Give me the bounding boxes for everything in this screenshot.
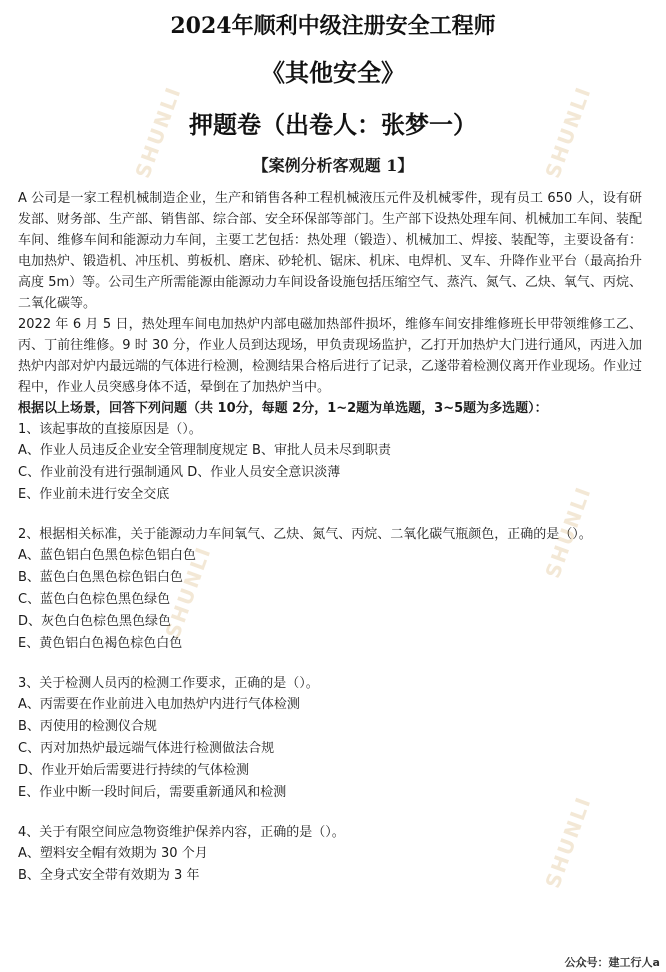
- document-subtitle: 《其他安全》: [261, 58, 405, 87]
- document-body: [0, 188, 666, 887]
- question-option: A、塑料安全帽有效期为 30 个月: [18, 846, 208, 861]
- question-option: B、丙使用的检测仪合规: [18, 719, 157, 734]
- question-3: [18, 673, 642, 804]
- question-option: D、灰色白色棕色黑色绿色: [18, 614, 172, 629]
- question-option: B、蓝色白色黑色棕色铝白色: [18, 570, 183, 585]
- question-stem: 4、关于有限空间应急物资维护保养内容，正确的是（）。: [18, 825, 345, 840]
- question-stem: 3、关于检测人员丙的检测工作要求，正确的是（）。: [18, 676, 319, 691]
- question-stem: 1、该起事故的直接原因是（）。: [18, 422, 202, 437]
- watermark: SHUNLI: [130, 82, 186, 182]
- watermark: SHUNLI: [540, 82, 596, 182]
- watermark: SHUNLI: [540, 792, 596, 892]
- question-1: [18, 419, 642, 506]
- question-2: [18, 524, 642, 655]
- question-option: A、蓝色铝白色黑色棕色铝白色: [18, 548, 196, 563]
- footer-credit: 公众号：建工行人a: [564, 956, 660, 969]
- question-option: C、作业前没有进行强制通风 D、作业人员安全意识淡薄: [18, 465, 341, 480]
- document-author-line: 押题卷（出卷人：张梦一）: [189, 110, 477, 139]
- document-title: 2024年顺利中级注册安全工程师: [170, 13, 496, 39]
- watermark: SHUNLI: [540, 482, 596, 582]
- question-option: D、作业开始后需要进行持续的气体检测: [18, 763, 250, 778]
- case-paragraph: A 公司是一家工程机械制造企业，生产和销售各种工程机械液压元件及机械零件，现有员工 650 人，设有研发部、财务部、生产部、销售部、综合部、安全环保部等部门。生产部下设热处理车间、机械加工车间、装配车间、维修车间和能源动力车间，主要工艺包括：热处理（锻造）、机械加工、焊接、装配等，主要设备有：电加热炉、锻造机、冲压机、剪板机、磨床、砂轮机、锯床、机床、电焊机、叉车、升降作业平台（最高抬升高度 5m）等。公司生产所需能源由能源动力车间设备设施包括压缩空气、蒸汽、氮气、乙炔、氧气、丙烷、二氧化碳等。: [18, 191, 643, 311]
- section-title: 【案例分析客观题 1】: [252, 156, 414, 175]
- question-option: B、全身式安全带有效期为 3 年: [18, 868, 200, 883]
- case-paragraph: 2022 年 6 月 5 日，热处理车间电加热炉内部电磁加热部件损坏，维修车间安排维修班长甲带领维修工乙、丙、丁前往维修。9 时 30 分，作业人员到达现场，甲负责现场监护，乙打开加热炉大门进行通风，丙进入加热炉内部对炉内最远端的气体进行检测，检测结果合格后进行了记录，乙遂带着检测仪离开作业现场。作业过程中，作业人员突感身体不适，晕倒在了加热炉当中。: [18, 317, 643, 395]
- question-option: A、丙需要在作业前进入电加热炉内进行气体检测: [18, 697, 300, 712]
- question-option: E、作业前未进行安全交底: [18, 487, 170, 502]
- watermark: SHUNLI: [160, 542, 216, 642]
- question-option: E、作业中断一段时间后，需要重新通风和检测: [18, 785, 287, 800]
- question-stem: 2、根据相关标准，关于能源动力车间氧气、乙炔、氮气、丙烷、二氧化碳气瓶颜色，正确的是（）。: [18, 527, 592, 542]
- question-option: E、黄色铝白色褐色棕色白色: [18, 636, 183, 651]
- question-4: [18, 822, 642, 887]
- question-instruction: 根据以上场景，回答下列问题（共 10分，每题 2分，1~2题为单选题，3~5题为多选题）：: [18, 401, 548, 416]
- question-option: C、蓝色白色棕色黑色绿色: [18, 592, 171, 607]
- question-option: C、丙对加热炉最远端气体进行检测做法合规: [18, 741, 275, 756]
- question-option: A、作业人员违反企业安全管理制度规定 B、审批人员未尽到职责: [18, 443, 391, 458]
